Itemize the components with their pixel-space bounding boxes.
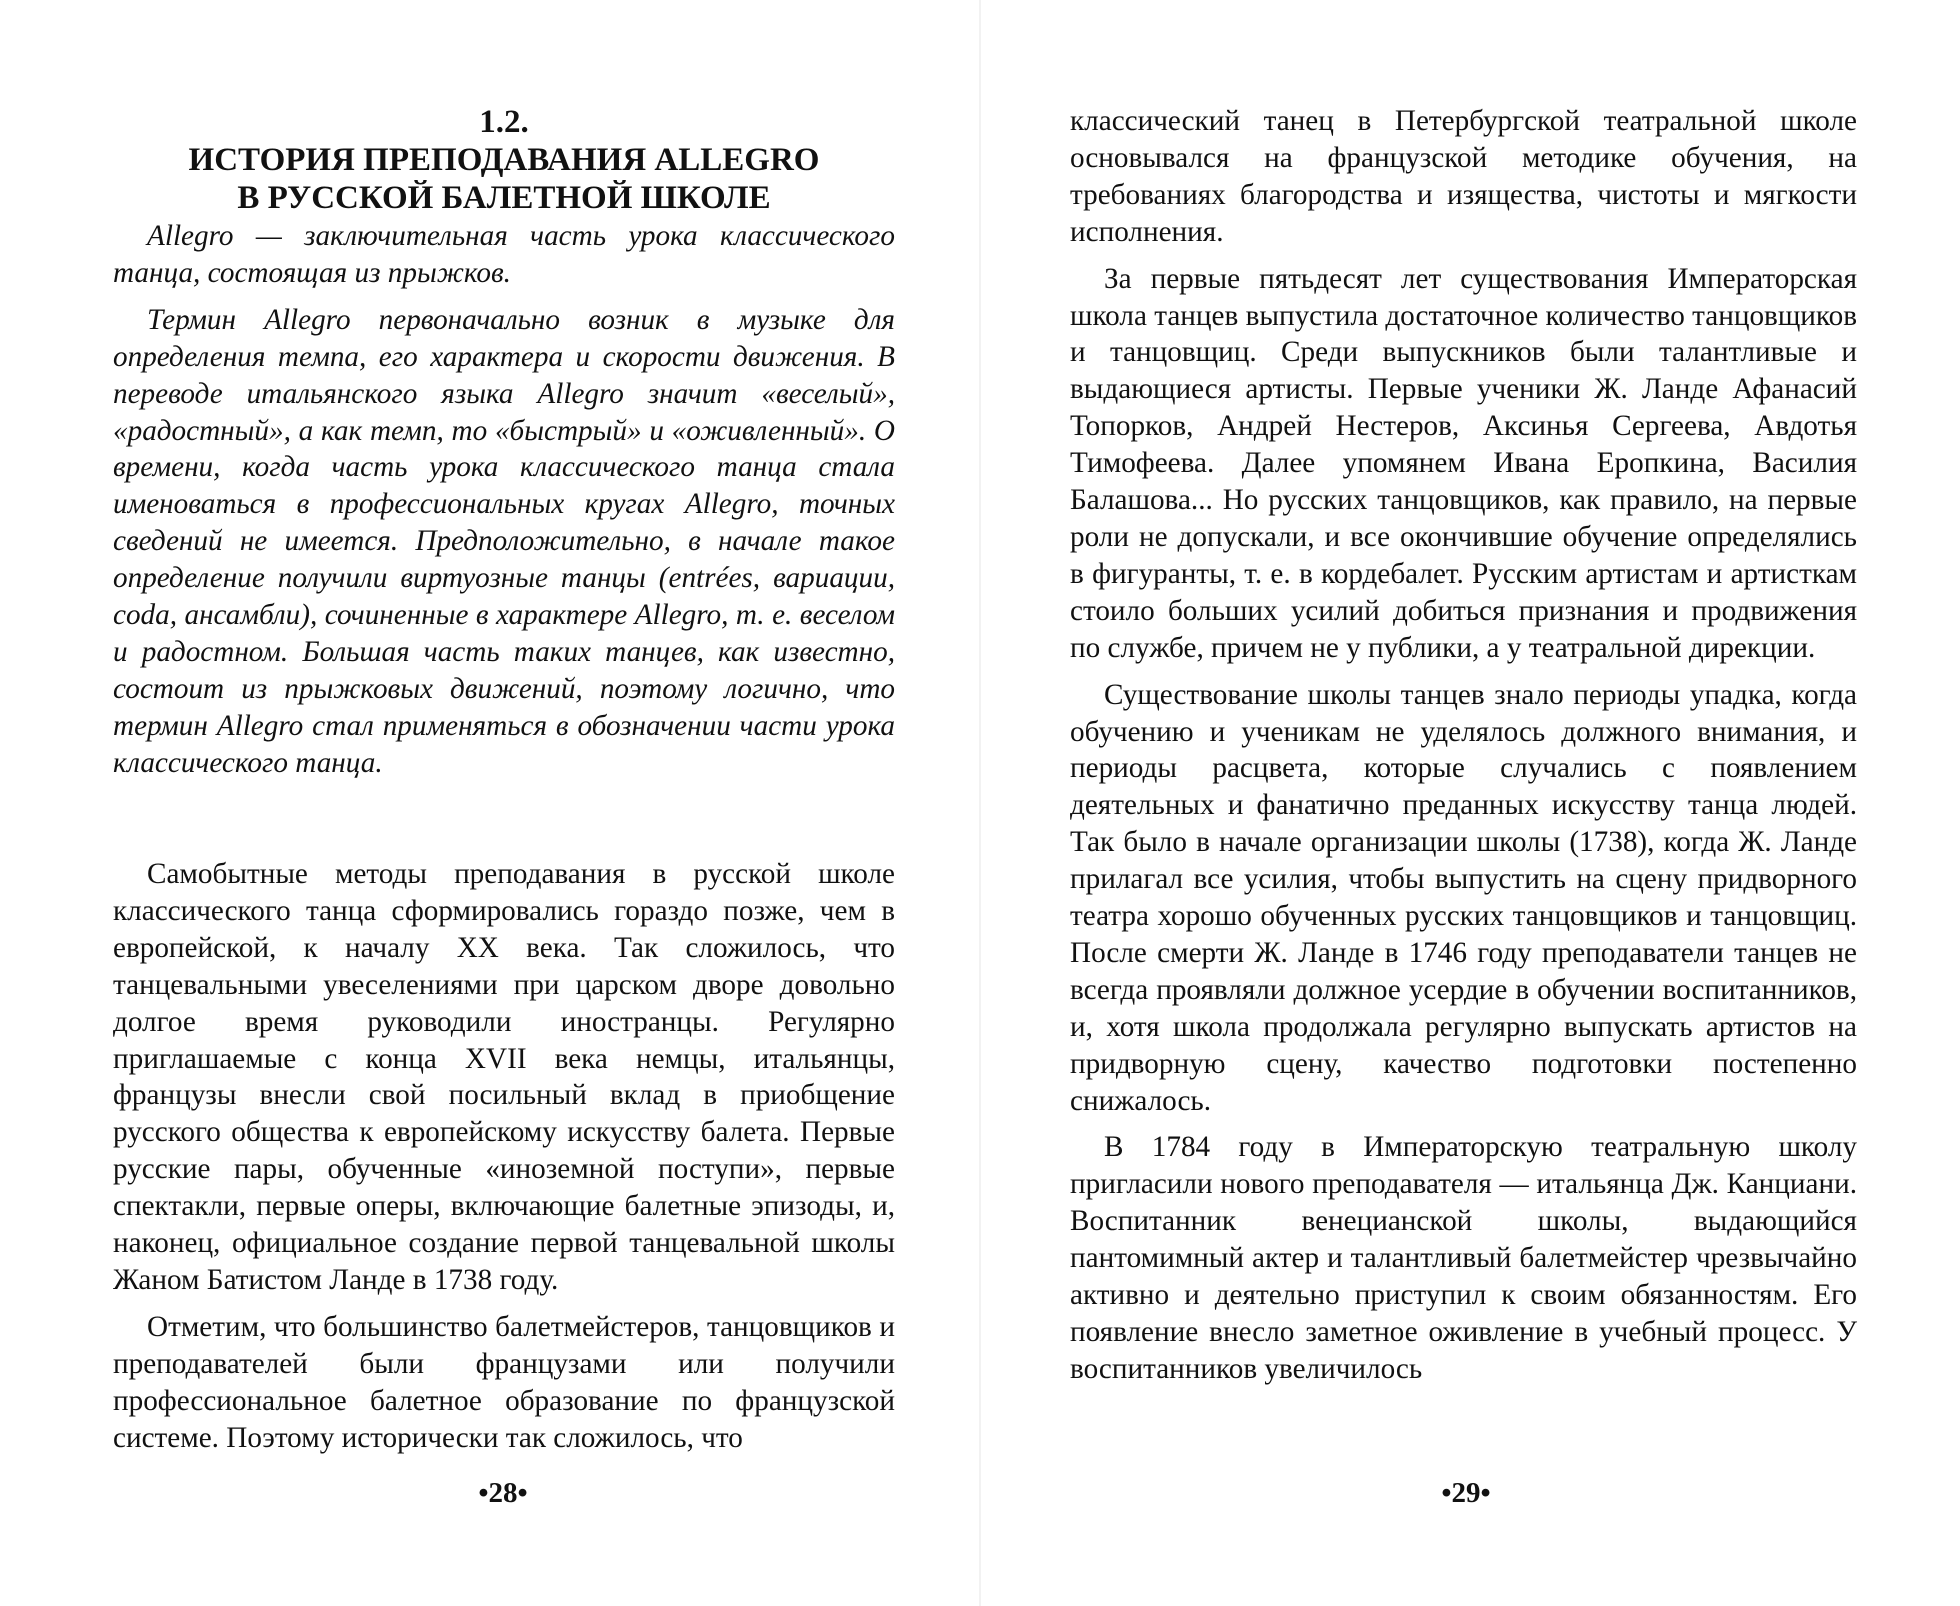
intro-paragraph: Термин Allegro первоначально возник в музыке для определения темпа, его характера и скорости движения. В переводе итальянского языка Allegro значит «веселый», «радостный», а как темп, то «быстрый» и «оживленный». О времени, когда часть урока классического танца стала именоваться в профессиональных кругах Allegro, точных сведений не имеется. Предположительно, в начале такое определение получили виртуозные танцы (entrées, вариации, coda, ансамбли), сочиненные в характере Allegro, т. е. веселом и радостном. Большая часть таких танцев, как известно, состоит из прыжковых движений, поэтому логично, что термин Allegro стал применяться в обозначении части урока классического танца. — [113, 303, 895, 779]
body-paragraph: За первые пятьдесят лет существования Императорская школа танцев выпустила достаточное количество танцовщиков и танцовщиц. Среди выпускников были талантливые и выдающиеся артисты. Первые ученики Ж. Ланде Афанасий Топорков, Андрей Нестеров, Аксинья Сергеева, Авдотья Тимофеева. Далее упомянем Ивана Еропкина, Василия Балашова... Но русских танцовщиков, как правило, на первые роли не допускали, и все окончившие обучение определялись в фигуранты, т. е. в кордебалет. Русским артистам и артисткам стоило больших усилий добиться признания и продвижения по службе, причем не у публики, а у театральной дирекции. — [1070, 262, 1857, 664]
page-number-right: •29• — [1441, 1477, 1491, 1509]
section-title-line-1: ИСТОРИЯ ПРЕПОДАВАНИЯ ALLEGRO — [188, 142, 820, 178]
left-body-text — [113, 856, 895, 1467]
page-number-left: •28• — [478, 1477, 528, 1509]
body-paragraph: В 1784 году в Императорскую театральную школу пригласили нового преподавателя — итальянца Дж. Канциани. Воспитанник венецианской школы, выдающийся пантомимный актер и талантливый балетмейстер чрезвычайно активно и деятельно приступил к своим обязанностям. Его появление внесло заметное оживление в учебный процесс. У воспитанников увеличилось — [1070, 1131, 1857, 1385]
body-paragraph: Отметим, что большинство балетмейстеров, танцовщиков и преподавателей были французами или получили профессиональное балетное образование по французской системе. Поэтому исторически так сложилось, что — [113, 1310, 895, 1454]
body-paragraph: Самобытные методы преподавания в русской школе классического танца сформировались гораздо позже, чем в европейской, к началу XX века. Так сложилось, что танцевальными увеселениями при царском дворе довольно долгое время руководили иностранцы. Регулярно приглашаемые с конца XVII века немцы, итальянцы, французы внесли свой посильный вклад в приобщение русского общества к европейскому искусству балета. Первые русские пары, обученные «иноземной поступи», первые спектакли, первые оперы, включающие балетные эпизоды, и, наконец, официальное создание первой танцевальной школы Жаном Батистом Ланде в 1738 году. — [113, 858, 895, 1296]
intro-italic-text — [113, 218, 895, 792]
section-heading — [113, 103, 895, 217]
right-body-text — [1070, 103, 1857, 1398]
body-paragraph: Существование школы танцев знало периоды упадка, когда обучению и ученикам не уделялось должного внимания, и периоды расцвета, которые случались с появлением деятельных и фанатично преданных искусству танца людей. Так было в начале организации школы (1738), когда Ж. Ланде прилагал все усилия, чтобы выпустить на сцену придворного театра хорошо обученных русских танцовщиков и танцовщиц. После смерти Ж. Ланде в 1746 году преподаватели танцев не всегда проявляли должное усердие в обучении воспитанников, и, хотя школа продолжала регулярно выпускать артистов на придворную сцену, качество подготовки постепенно снижалось. — [1070, 678, 1857, 1117]
right-page — [980, 0, 1960, 1606]
section-title-line-2: В РУССКОЙ БАЛЕТНОЙ ШКОЛЕ — [237, 180, 771, 216]
section-number: 1.2. — [479, 104, 529, 140]
body-paragraph: классический танец в Петербургской театральной школе основывался на французской методике обучения, на требованиях благородства и изящества, чистоты и мягкости исполнения. — [1070, 105, 1857, 248]
intro-paragraph: Allegro — заключительная часть урока классического танца, состоящая из прыжков. — [113, 220, 895, 289]
